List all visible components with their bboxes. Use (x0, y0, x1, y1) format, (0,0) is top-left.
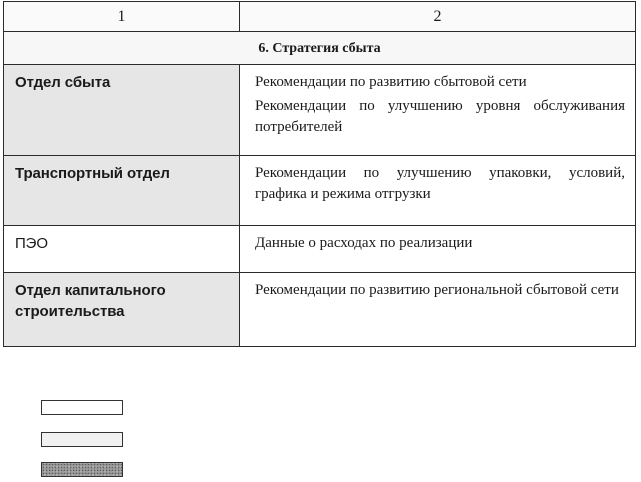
strategy-table (3, 1, 636, 347)
info-cell (240, 273, 636, 347)
table-row (4, 65, 636, 156)
table-row (4, 226, 636, 273)
info-text: Данные о расходах по реализации (255, 235, 473, 251)
department-cell: Отдел сбыта (4, 65, 240, 156)
column-number-1: 1 (4, 2, 240, 32)
column-number-row (4, 2, 636, 32)
department-cell: Транспортный отдел (4, 156, 240, 226)
info-text: Рекомендации по развитию сбытовой сети (255, 74, 527, 90)
department-cell: ПЭО (4, 226, 240, 273)
legend-swatch-light (41, 432, 123, 447)
table-row (4, 273, 636, 347)
info-text: Рекомендации по улучшению уровня обслуживания потребителей (255, 98, 625, 135)
info-cell (240, 65, 636, 156)
info-cell (240, 226, 636, 273)
section-title: 6. Стратегия сбыта (4, 32, 636, 65)
department-cell: Отдел капитального строительства (4, 273, 240, 347)
info-text: Рекомендации по улучшению упаковки, условий, графика и режима отгрузки (255, 165, 625, 202)
legend-swatch-white (41, 400, 123, 415)
legend-swatch-dark (41, 462, 123, 477)
table-row (4, 156, 636, 226)
section-title-row (4, 32, 636, 65)
info-cell (240, 156, 636, 226)
column-number-2: 2 (240, 2, 636, 32)
info-text: Рекомендации по развитию региональной сбытовой сети (255, 282, 619, 298)
